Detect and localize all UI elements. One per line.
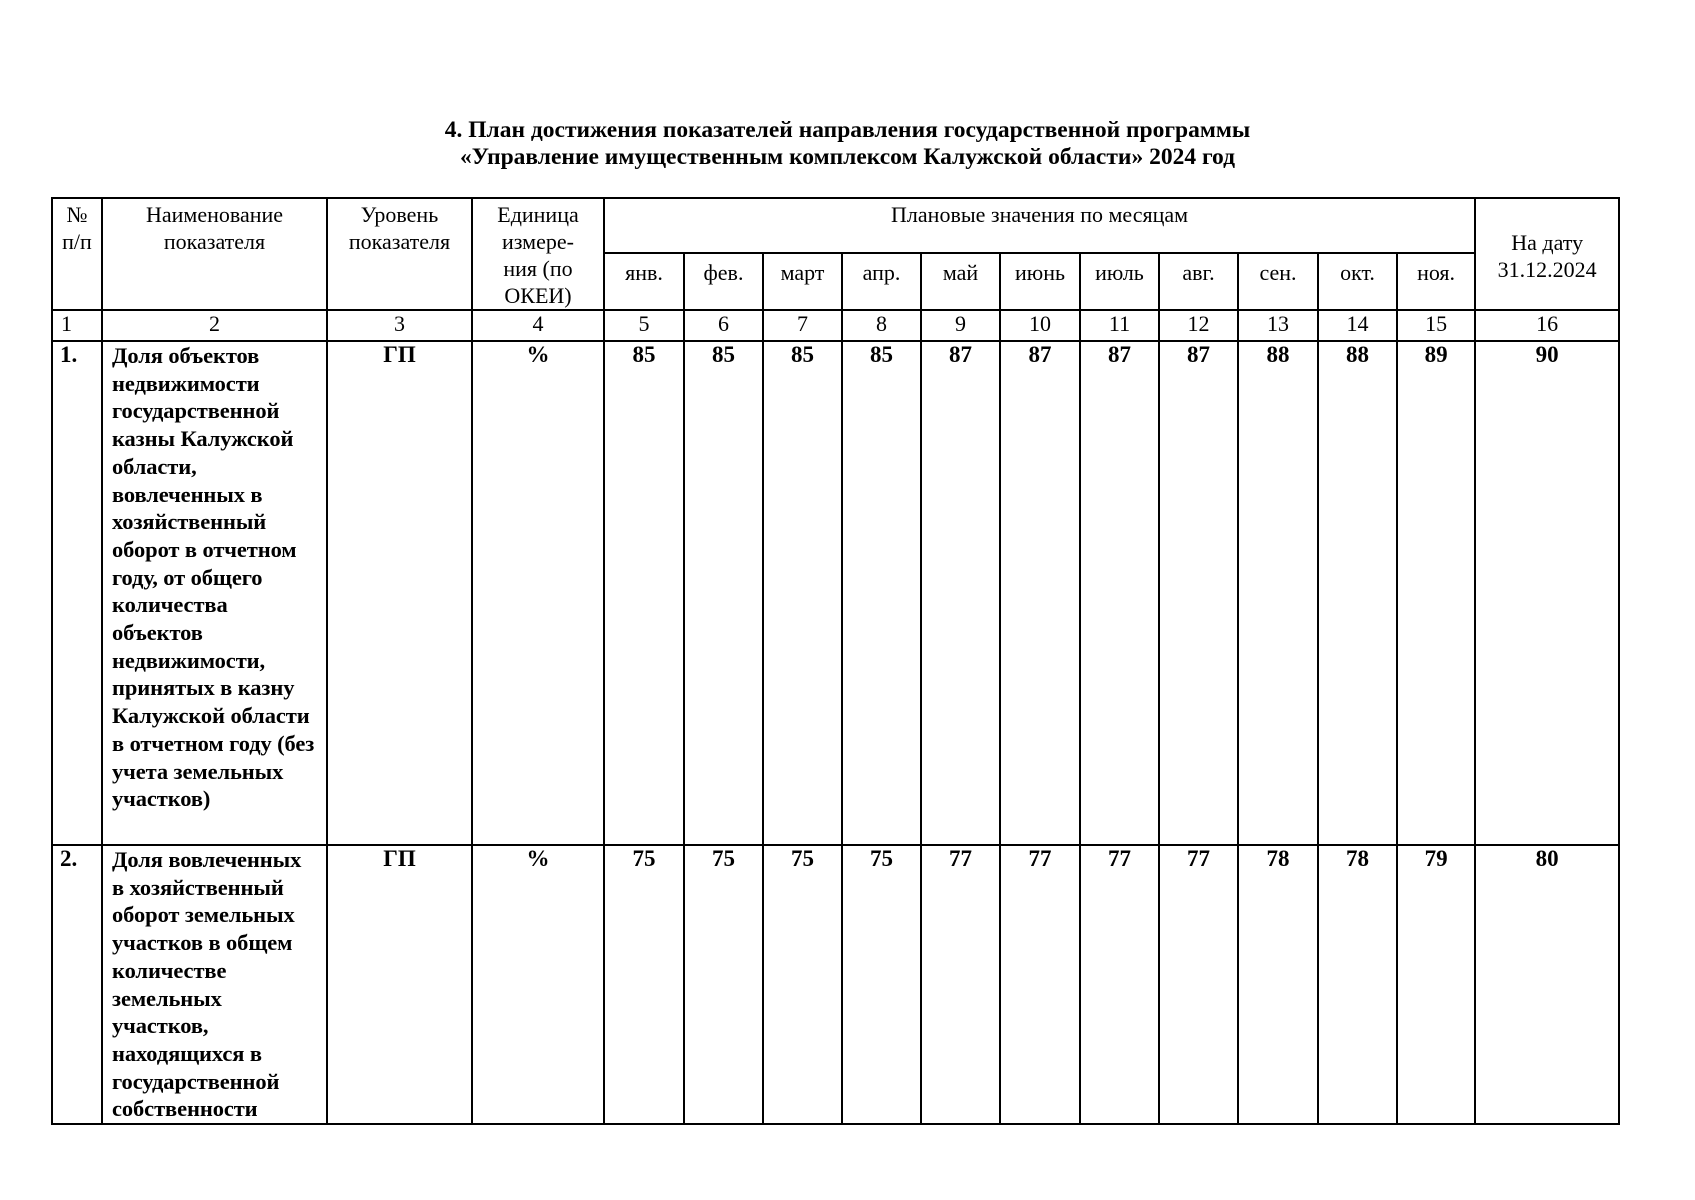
value-oct: 88 bbox=[1318, 341, 1397, 845]
header-level-line-2: показателя bbox=[348, 229, 451, 254]
column-numbers-row bbox=[52, 310, 1619, 341]
row-index: 2. bbox=[52, 845, 102, 1124]
value-nov: 89 bbox=[1397, 341, 1475, 845]
column-number: 4 bbox=[472, 310, 604, 341]
value-jul: 77 bbox=[1080, 845, 1159, 1124]
month-jul: июль bbox=[1080, 253, 1159, 310]
value-may: 87 bbox=[921, 341, 1000, 845]
indicators-plan-table bbox=[51, 197, 1620, 1125]
indicator-level: ГП bbox=[327, 341, 472, 845]
month-jun: июнь bbox=[1000, 253, 1080, 310]
document-title bbox=[0, 117, 1695, 171]
column-number: 1 bbox=[52, 310, 102, 341]
column-number: 13 bbox=[1238, 310, 1318, 341]
value-oct: 78 bbox=[1318, 845, 1397, 1124]
value-year-end: 90 bbox=[1475, 341, 1619, 845]
value-apr: 75 bbox=[842, 845, 921, 1124]
value-mar: 75 bbox=[763, 845, 842, 1124]
header-monthly-plan-group: Плановые значения по месяцам bbox=[604, 198, 1475, 253]
column-number: 3 bbox=[327, 310, 472, 341]
column-number: 15 bbox=[1397, 310, 1475, 341]
value-nov: 79 bbox=[1397, 845, 1475, 1124]
header-indicator-level bbox=[327, 198, 472, 310]
header-unit bbox=[472, 198, 604, 310]
header-unit-line-3: ния (по bbox=[503, 256, 573, 281]
header-level-line-1: Уровень bbox=[360, 202, 439, 227]
header-date-line-2: 31.12.2024 bbox=[1497, 257, 1597, 282]
table-row bbox=[52, 845, 1619, 1124]
value-feb: 75 bbox=[684, 845, 763, 1124]
indicator-level: ГП bbox=[327, 845, 472, 1124]
value-jun: 77 bbox=[1000, 845, 1080, 1124]
column-number: 11 bbox=[1080, 310, 1159, 341]
header-name-line-2: показателя bbox=[163, 229, 266, 254]
value-aug: 77 bbox=[1159, 845, 1238, 1124]
header-year-end-date bbox=[1475, 198, 1619, 310]
value-feb: 85 bbox=[684, 341, 763, 845]
column-number: 10 bbox=[1000, 310, 1080, 341]
column-number: 14 bbox=[1318, 310, 1397, 341]
column-number: 8 bbox=[842, 310, 921, 341]
month-aug: авг. bbox=[1159, 253, 1238, 310]
header-row-1 bbox=[52, 198, 1619, 253]
value-jun: 87 bbox=[1000, 341, 1080, 845]
value-jan: 85 bbox=[604, 341, 684, 845]
column-number: 12 bbox=[1159, 310, 1238, 341]
indicator-name: Доля вовлеченных в хозяйственный оборот земельных участков в общем количестве земельных участков, находящихся в государственной собственности bbox=[102, 845, 327, 1124]
header-unit-line-1: Единица bbox=[497, 202, 579, 227]
month-may: май bbox=[921, 253, 1000, 310]
indicator-unit: % bbox=[472, 341, 604, 845]
value-mar: 85 bbox=[763, 341, 842, 845]
header-number-line-1: № bbox=[66, 202, 88, 227]
header-number-line-2: п/п bbox=[62, 229, 92, 254]
value-apr: 85 bbox=[842, 341, 921, 845]
header-date-line-1: На дату bbox=[1511, 230, 1584, 255]
value-sep: 88 bbox=[1238, 341, 1318, 845]
column-number: 2 bbox=[102, 310, 327, 341]
header-indicator-name bbox=[102, 198, 327, 310]
month-oct: окт. bbox=[1318, 253, 1397, 310]
indicator-unit: % bbox=[472, 845, 604, 1124]
header-unit-line-2: измере- bbox=[502, 229, 574, 254]
indicator-name: Доля объектов недвижимости государственной казны Калужской области, вовлеченных в хозяйственный оборот в отчетном году, от общего количества объектов недвижимости, принятых в казну Калужской области в отчетном году (без учета земельных участков) bbox=[102, 341, 327, 845]
column-number: 16 bbox=[1475, 310, 1619, 341]
month-jan: янв. bbox=[604, 253, 684, 310]
value-aug: 87 bbox=[1159, 341, 1238, 845]
column-number: 7 bbox=[763, 310, 842, 341]
value-jan: 75 bbox=[604, 845, 684, 1124]
header-unit-line-4: ОКЕИ) bbox=[504, 283, 572, 308]
month-apr: апр. bbox=[842, 253, 921, 310]
table-row bbox=[52, 341, 1619, 845]
month-feb: фев. bbox=[684, 253, 763, 310]
title-line-1: 4. План достижения показателей направления государственной программы bbox=[444, 117, 1251, 143]
row-index: 1. bbox=[52, 341, 102, 845]
header-name-line-1: Наименование bbox=[145, 202, 284, 227]
month-sep: сен. bbox=[1238, 253, 1318, 310]
header-number bbox=[52, 198, 102, 310]
column-number: 5 bbox=[604, 310, 684, 341]
value-may: 77 bbox=[921, 845, 1000, 1124]
column-number: 6 bbox=[684, 310, 763, 341]
month-mar: март bbox=[763, 253, 842, 310]
month-nov: ноя. bbox=[1397, 253, 1475, 310]
column-number: 9 bbox=[921, 310, 1000, 341]
title-line-2: «Управление имущественным комплексом Калужской области» 2024 год bbox=[460, 144, 1235, 170]
value-year-end: 80 bbox=[1475, 845, 1619, 1124]
value-jul: 87 bbox=[1080, 341, 1159, 845]
value-sep: 78 bbox=[1238, 845, 1318, 1124]
